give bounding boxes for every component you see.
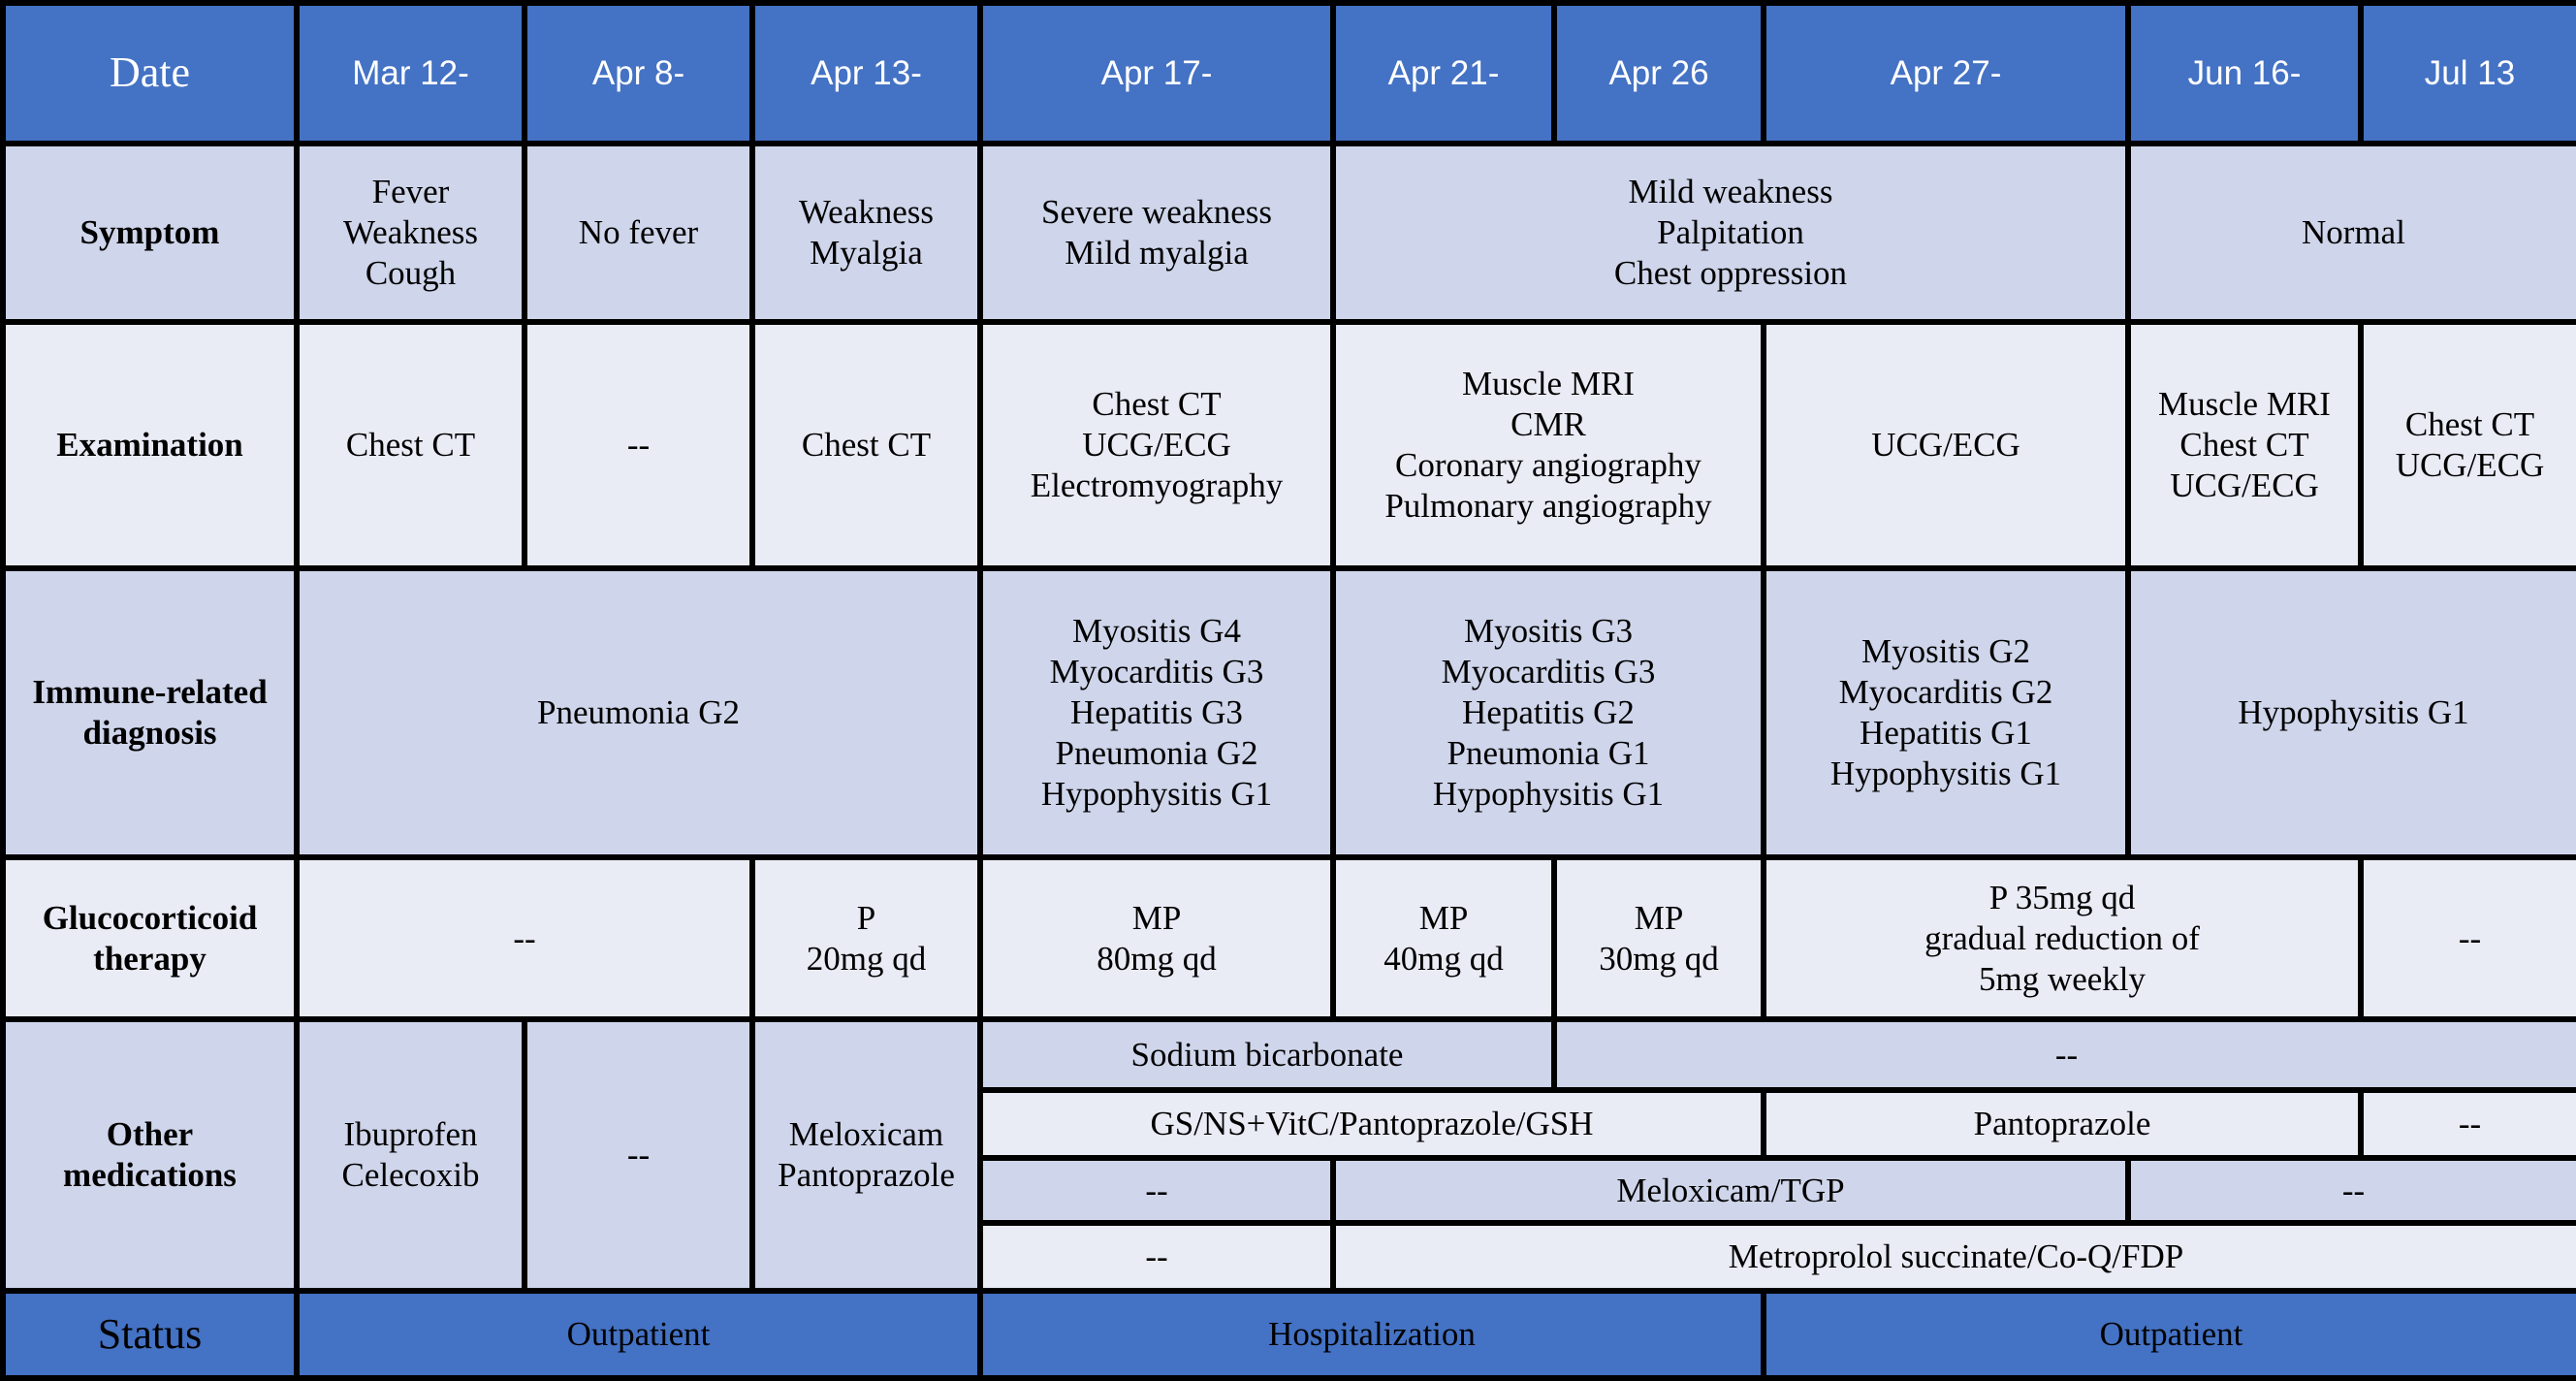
gc-mar12-apr8: -- [297,857,752,1019]
othermed-row4-apr17: -- [980,1223,1333,1291]
gc-jul13: -- [2361,857,2576,1019]
exam-jun16: Muscle MRI Chest CT UCG/ECG [2128,322,2361,568]
diagnosis-mar12-apr13: Pneumonia G2 [297,568,980,857]
other-medications-label: Other medications [3,1019,297,1291]
symptom-apr13: Weakness Myalgia [752,144,980,322]
date-apr21: Apr 21- [1333,3,1554,144]
exam-apr21-apr26: Muscle MRI CMR Coronary angiography Pulmonary angiography [1333,322,1764,568]
gc-apr26: MP 30mg qd [1554,857,1764,1019]
gc-apr17: MP 80mg qd [980,857,1333,1019]
date-header: Date [3,3,297,144]
othermed-row1-rest: -- [1554,1019,2576,1090]
gc-apr27-jun16: P 35mg qd gradual reduction of 5mg weekly [1764,857,2361,1019]
header-row [3,3,2576,144]
symptom-label: Symptom [3,144,297,322]
diagnosis-apr27: Myositis G2 Myocarditis G2 Hepatitis G1 Hypophysitis G1 [1764,568,2128,857]
status-row [3,1291,2576,1378]
symptom-mar12: Fever Weakness Cough [297,144,525,322]
date-apr27: Apr 27- [1764,3,2128,144]
date-apr13: Apr 13- [752,3,980,144]
othermed-row3-jun16-jul13: -- [2128,1158,2576,1223]
symptom-jun16-jul13: Normal [2128,144,2576,322]
date-apr17: Apr 17- [980,3,1333,144]
othermed-row2-jul13: -- [2361,1090,2576,1158]
status-label: Status [3,1291,297,1378]
othermed-row3-apr17: -- [980,1158,1333,1223]
exam-apr17: Chest CT UCG/ECG Electromyography [980,322,1333,568]
diagnosis-jun16-jul13: Hypophysitis G1 [2128,568,2576,857]
exam-apr27: UCG/ECG [1764,322,2128,568]
examination-row [3,322,2576,568]
othermed-sodium-bicarbonate: Sodium bicarbonate [980,1019,1554,1090]
othermed-pantoprazole: Pantoprazole [1764,1090,2361,1158]
symptom-apr21-apr27: Mild weakness Palpitation Chest oppression [1333,144,2128,322]
othermed-gs-ns: GS/NS+VitC/Pantoprazole/GSH [980,1090,1764,1158]
other-medications-row-1 [3,1019,2576,1090]
status-outpatient-1: Outpatient [297,1291,980,1378]
othermed-apr13: Meloxicam Pantoprazole [752,1019,980,1291]
symptom-apr17: Severe weakness Mild myalgia [980,144,1333,322]
date-apr8: Apr 8- [525,3,752,144]
status-outpatient-2: Outpatient [1764,1291,2576,1378]
othermed-mar12: Ibuprofen Celecoxib [297,1019,525,1291]
glucocorticoid-label: Glucocorticoid therapy [3,857,297,1019]
gc-apr21: MP 40mg qd [1333,857,1554,1019]
examination-label: Examination [3,322,297,568]
symptom-apr8: No fever [525,144,752,322]
exam-jul13: Chest CT UCG/ECG [2361,322,2576,568]
date-mar12: Mar 12- [297,3,525,144]
date-jun16: Jun 16- [2128,3,2361,144]
exam-mar12: Chest CT [297,322,525,568]
othermed-meloxicam-tgp: Meloxicam/TGP [1333,1158,2128,1223]
othermed-apr8: -- [525,1019,752,1291]
diagnosis-apr17: Myositis G4 Myocarditis G3 Hepatitis G3 Pneumonia G2 Hypophysitis G1 [980,568,1333,857]
exam-apr8: -- [525,322,752,568]
diagnosis-apr21-apr26: Myositis G3 Myocarditis G3 Hepatitis G2 Pneumonia G1 Hypophysitis G1 [1333,568,1764,857]
date-jul13: Jul 13 [2361,3,2576,144]
gc-apr13: P 20mg qd [752,857,980,1019]
status-hospitalization: Hospitalization [980,1291,1764,1378]
glucocorticoid-row [3,857,2576,1019]
diagnosis-row [3,568,2576,857]
diagnosis-label: Immune-related diagnosis [3,568,297,857]
othermed-metroprolol: Metroprolol succinate/Co-Q/FDP [1333,1223,2576,1291]
exam-apr13: Chest CT [752,322,980,568]
symptom-row [3,144,2576,322]
date-apr26: Apr 26 [1554,3,1764,144]
